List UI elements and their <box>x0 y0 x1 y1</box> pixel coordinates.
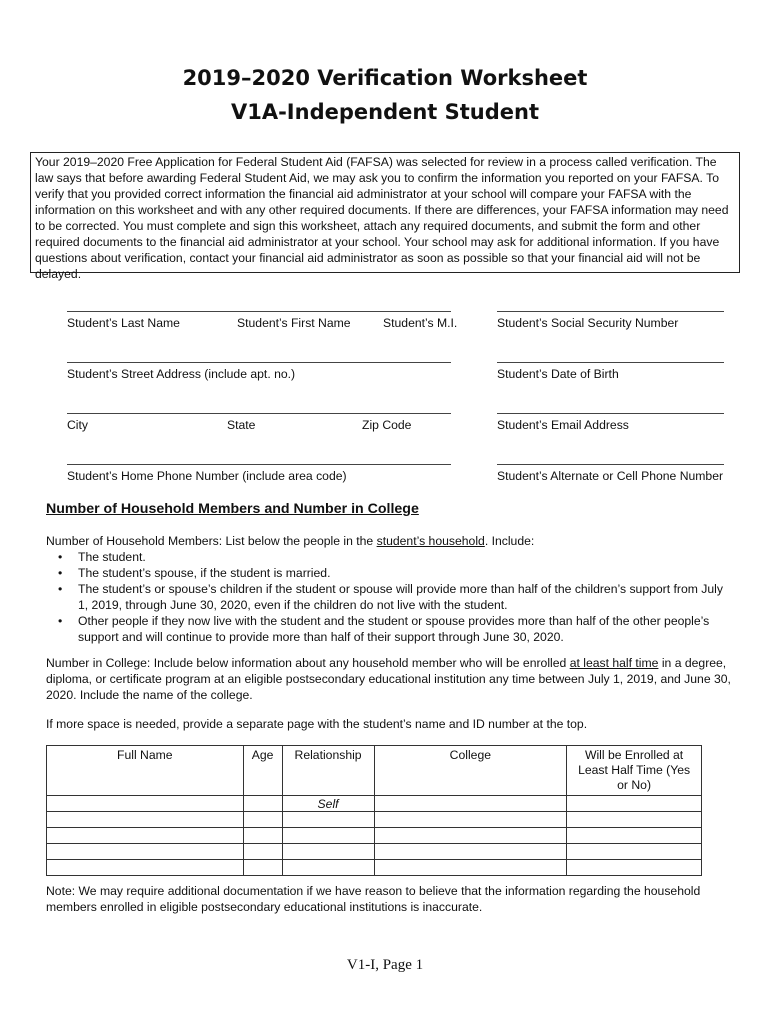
email-line[interactable] <box>497 413 724 414</box>
street-address-label: Student’s Street Address (include apt. no.) <box>67 367 296 381</box>
table-row <box>47 860 702 876</box>
worksheet-title: 2019–2020 Verification Worksheet <box>182 66 588 90</box>
table-cell[interactable] <box>374 796 567 812</box>
table-row <box>47 844 702 860</box>
dob-label: Student’s Date of Birth <box>497 367 619 381</box>
table-cell[interactable] <box>282 860 374 876</box>
table-cell[interactable] <box>374 860 567 876</box>
table-cell[interactable] <box>567 796 702 812</box>
table-cell[interactable] <box>567 844 702 860</box>
cell-phone-label: Student’s Alternate or Cell Phone Number <box>497 469 724 483</box>
table-cell[interactable] <box>374 812 567 828</box>
ssn-line[interactable] <box>497 311 724 312</box>
table-cell[interactable] <box>282 844 374 860</box>
half-time-term: at least half time <box>569 656 659 670</box>
page-footer: V1-I, Page 1 <box>346 957 424 973</box>
table-cell[interactable] <box>47 828 244 844</box>
table-cell[interactable] <box>243 796 282 812</box>
list-item: • The student. <box>46 549 726 565</box>
table-cell[interactable] <box>243 844 282 860</box>
table-cell[interactable] <box>282 828 374 844</box>
list-item: • The student’s or spouse’s children if the student or spouse will provide more than half of the children’s support from July 1, 2019, through June 30, 2020, even if the children do not live with the student. <box>46 581 726 613</box>
table-cell[interactable] <box>47 796 244 812</box>
table-cell[interactable] <box>282 812 374 828</box>
home-phone-label: Student’s Home Phone Number (include area code) <box>67 469 347 483</box>
city-label: City <box>67 418 88 432</box>
section-heading: Number of Household Members and Number in College <box>46 501 419 517</box>
table-cell[interactable] <box>243 860 282 876</box>
street-address-line[interactable] <box>67 362 451 363</box>
table-row <box>47 796 702 812</box>
household-bullet-list <box>46 549 726 645</box>
list-item: • The student’s spouse, if the student is married. <box>46 565 726 581</box>
table-cell[interactable] <box>47 860 244 876</box>
mi-label: Student’s M.I. <box>383 316 458 330</box>
enrolled-header: Will be Enrolled at Least Half Time (Yes or No) <box>567 746 702 796</box>
name-signature-line[interactable] <box>67 311 451 312</box>
table-cell[interactable]: Self <box>282 796 374 812</box>
worksheet-subtitle: V1A-Independent Student <box>230 100 540 124</box>
table-header-row <box>47 746 702 796</box>
table-cell[interactable] <box>567 828 702 844</box>
table-cell[interactable] <box>567 812 702 828</box>
email-label: Student’s Email Address <box>497 418 629 432</box>
number-in-college-paragraph: Number in College: Include below information about any household member who will be enrolled at least half time in a degree, diploma, or certificate program at an eligible postsecondary educational institution any time between July 1, 2019, and June 30, 2020. Include the name of the college. <box>46 656 731 702</box>
table-row <box>47 828 702 844</box>
college-header: College <box>374 746 567 796</box>
household-table <box>46 745 702 876</box>
table-row <box>47 812 702 828</box>
table-cell[interactable] <box>374 828 567 844</box>
cell-phone-line[interactable] <box>497 464 724 465</box>
intro-box: Your 2019–2020 Free Application for Federal Student Aid (FAFSA) was selected for review in a process called verification. The law says that before awarding Federal Student Aid, we may ask you to confirm the information you reported on your FAFSA. To verify that you provided correct information the financial aid administrator at your school will compare your FAFSA with the information on this worksheet and with any other required documents. If there are differences, your FAFSA information may need to be corrected. You must complete and sign this worksheet, attach any required documents, and submit the form and other required documents to the financial aid administrator at your school. Your school may ask for additional information. If you have questions about verification, contact your financial aid administrator as soon as possible so that your financial aid will not be delayed. <box>30 152 740 273</box>
students-household-term: student’s household <box>376 534 485 548</box>
full-name-header: Full Name <box>47 746 244 796</box>
ssn-label: Student’s Social Security Number <box>497 316 679 330</box>
table-cell[interactable] <box>374 844 567 860</box>
age-header: Age <box>243 746 282 796</box>
documentation-note: Note: We may require additional documentation if we have reason to believe that the information regarding the household members enrolled in eligible postsecondary educational institutions is inaccurate. <box>46 884 701 914</box>
space-note: If more space is needed, provide a separate page with the student’s name and ID number at the top. <box>46 717 588 731</box>
table-cell[interactable] <box>567 860 702 876</box>
relationship-header: Relationship <box>282 746 374 796</box>
zip-label: Zip Code <box>362 418 412 432</box>
table-cell[interactable] <box>47 812 244 828</box>
table-cell[interactable] <box>243 828 282 844</box>
table-cell[interactable] <box>47 844 244 860</box>
home-phone-line[interactable] <box>67 464 451 465</box>
last-name-label: Student’s Last Name <box>67 316 180 330</box>
state-label: State <box>227 418 256 432</box>
first-name-label: Student’s First Name <box>237 316 351 330</box>
list-item: • Other people if they now live with the student and the student or spouse provides more than half of the other people’s support and will continue to provide more than half of their support through June 30, 2020. <box>46 613 726 645</box>
city-state-zip-line[interactable] <box>67 413 451 414</box>
dob-line[interactable] <box>497 362 724 363</box>
household-members-intro: Number of Household Members: List below the people in the student’s household. Include: <box>46 534 535 548</box>
table-cell[interactable] <box>243 812 282 828</box>
